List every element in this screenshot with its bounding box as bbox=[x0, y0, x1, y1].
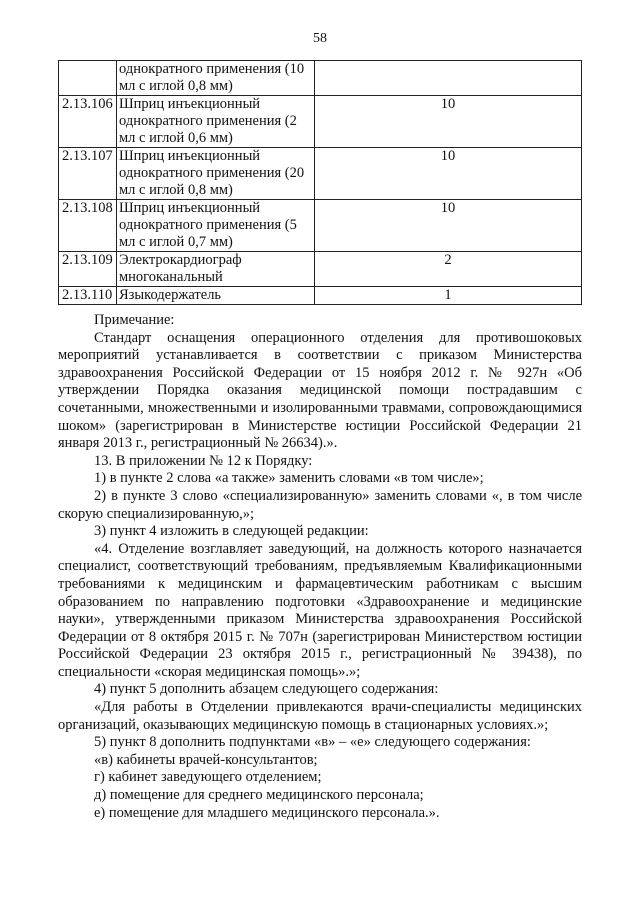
item-quantity: 10 bbox=[315, 200, 582, 252]
table-row bbox=[59, 96, 582, 148]
paragraph: Стандарт оснащения операционного отделения для противошоковых мероприятий устанавливается в соответствии с приказом Министерства здравоохранения Российской Федерации от 15 ноября 2012 г. № 927н «Об утверждении Порядка оказания медицинской помощи пострадавшим с сочетанными, множественными и изолированными травмами, сопровождающимися шоком» (зарегистрирован в Министерстве юстиции Российской Федерации 21 января 2013 г., регистрационный № 26634).». bbox=[58, 329, 582, 452]
item-number: 2.13.110 bbox=[59, 287, 117, 305]
item-name: однократного применения (10 мл с иглой 0,8 мм) bbox=[117, 61, 315, 96]
item-number: 2.13.107 bbox=[59, 148, 117, 200]
paragraph: д) помещение для среднего медицинского персонала; bbox=[94, 787, 424, 804]
paragraph: 3) пункт 4 изложить в следующей редакции: bbox=[94, 523, 369, 540]
item-name: Шприц инъекционный однократного применения (2 мл с иглой 0,6 мм) bbox=[117, 96, 315, 148]
page-number: 58 bbox=[313, 31, 327, 46]
paragraph: 1) в пункте 2 слова «а также» заменить словами «в том числе»; bbox=[94, 470, 484, 487]
item-name: Языкодержатель bbox=[117, 287, 315, 305]
item-quantity: 1 bbox=[315, 287, 582, 305]
item-number: 2.13.106 bbox=[59, 96, 117, 148]
paragraph: 4) пункт 5 дополнить абзацем следующего содержания: bbox=[94, 681, 439, 698]
paragraph: «в) кабинеты врачей-консультантов; bbox=[94, 751, 318, 768]
item-name: Шприц инъекционный однократного применения (20 мл с иглой 0,8 мм) bbox=[117, 148, 315, 200]
document-body bbox=[58, 312, 582, 822]
item-quantity: 10 bbox=[315, 148, 582, 200]
paragraph: е) помещение для младшего медицинского персонала.». bbox=[94, 804, 440, 821]
item-number: 2.13.109 bbox=[59, 252, 117, 287]
paragraph: «4. Отделение возглавляет заведующий, на должность которого назначается специалист, соответствующий требованиям, предъявляемым Квалификационными требованиями к медицинским и фармацевтическим работникам с высшим образованием по направлению подготовки «Здравоохранение и медицинские науки», утвержденными приказом Министерства здравоохранения Российской Федерации от 8 октября 2015 г. № 707н (зарегистрирован Министерством юстиции Российской Федерации 23 октября 2015 г., регистрационный № 39438), по специальности «скорая медицинская помощь».»; bbox=[58, 540, 582, 680]
item-quantity: 2 bbox=[315, 252, 582, 287]
paragraph: 5) пункт 8 дополнить подпунктами «в» – «е» следующего содержания: bbox=[94, 734, 531, 751]
paragraph: 13. В приложении № 12 к Порядку: bbox=[94, 452, 313, 469]
table-row bbox=[59, 252, 582, 287]
table-row bbox=[59, 61, 582, 96]
table-row bbox=[59, 148, 582, 200]
item-number bbox=[59, 61, 117, 96]
item-quantity bbox=[315, 61, 582, 96]
paragraph: «Для работы в Отделении привлекаются врачи-специалисты медицинских организаций, оказывающих медицинскую помощь в стационарных условиях.»; bbox=[58, 699, 582, 733]
item-number: 2.13.108 bbox=[59, 200, 117, 252]
paragraph: г) кабинет заведующего отделением; bbox=[94, 769, 322, 786]
item-name: Электрокардиограф многоканальный bbox=[117, 252, 315, 287]
table-row bbox=[59, 200, 582, 252]
equipment-table bbox=[58, 60, 582, 305]
table-row bbox=[59, 287, 582, 305]
note-heading: Примечание: bbox=[94, 312, 175, 328]
item-quantity: 10 bbox=[315, 96, 582, 148]
item-name: Шприц инъекционный однократного применения (5 мл с иглой 0,7 мм) bbox=[117, 200, 315, 252]
paragraph: 2) в пункте 3 слово «специализированную» заменить словами «, в том числе скорую специализированную,»; bbox=[58, 487, 582, 522]
